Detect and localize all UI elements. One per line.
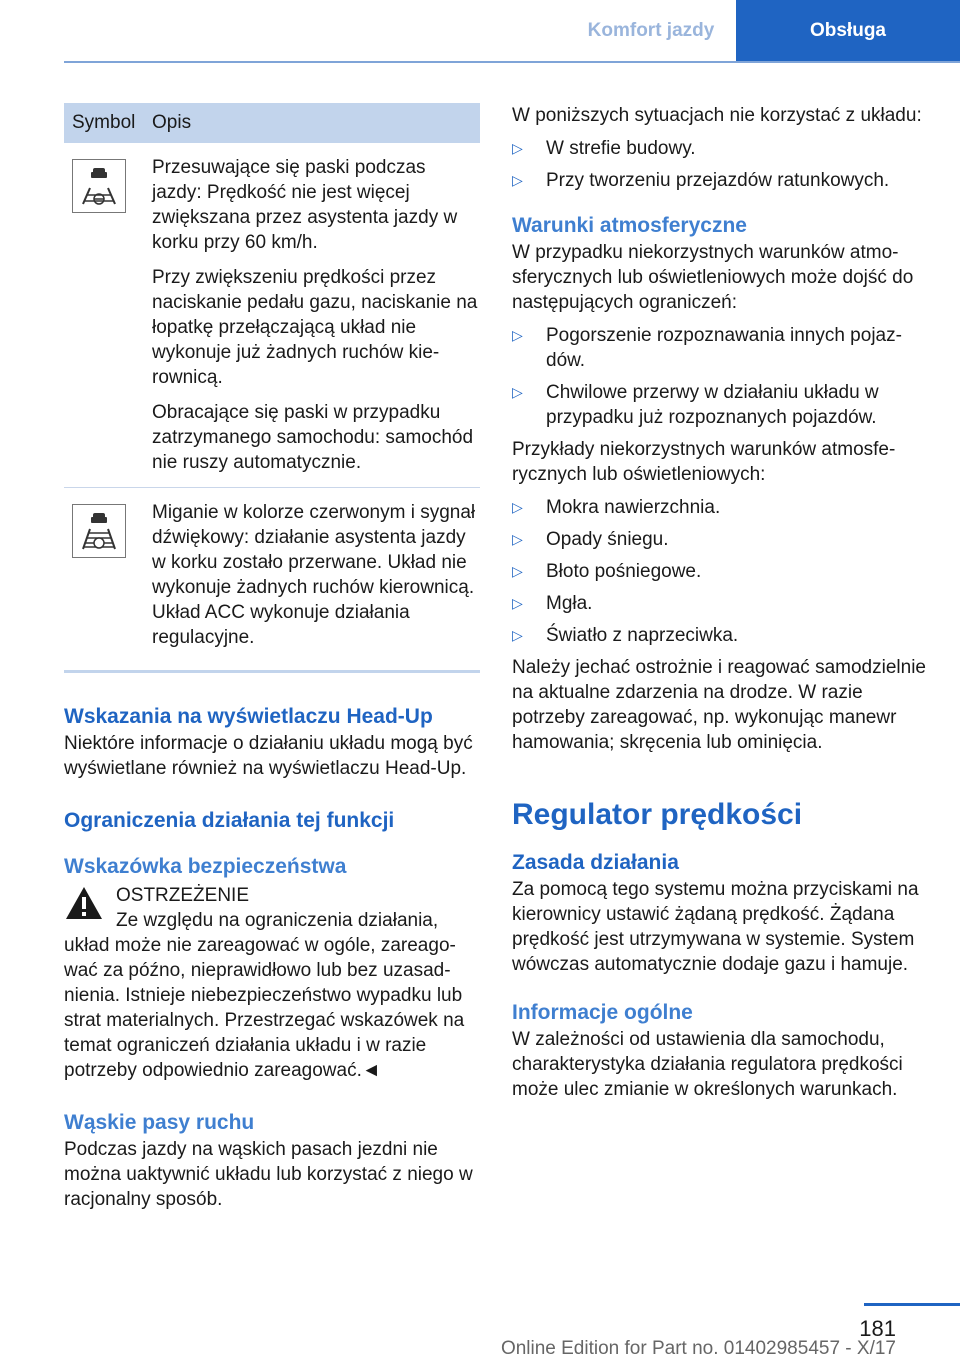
triangle-bullet-icon: ▷ <box>512 531 523 547</box>
paragraph-principle: Za pomocą tego systemu można przyciskami na kierownicy ustawić żądaną prędkość. Żądana prędkość jest utrzymywana w systemie. System wówczas automatycznie dodaje gazu i hamuje. <box>512 879 919 975</box>
heading-narrow-lanes: Wąskie pasy ruchu <box>64 1111 255 1134</box>
table-row <box>64 143 480 488</box>
header-tab-komfort: Komfort jazdy <box>566 0 736 62</box>
triangle-bullet-icon: ▷ <box>512 384 523 400</box>
list-situations <box>512 136 926 193</box>
heading-weather: Warunki atmosferyczne <box>512 214 747 237</box>
heading-principle: Zasada działania <box>512 851 679 874</box>
traffic-jam-assist-interrupted-icon <box>72 504 126 558</box>
list-item: ▷ Światło z naprzeciwka. <box>512 625 739 646</box>
table-header-symbol: Symbol <box>64 103 144 143</box>
paragraph-headup: Niektóre informacje o działaniu układu mogą być wyświetlane również na wyświetlaczu Head-Up. <box>64 733 473 779</box>
triangle-bullet-icon: ▷ <box>512 499 523 515</box>
table-cell-description <box>144 143 480 488</box>
list-item: ▷ Pogorszenie rozpoznawania innych pojazdów. <box>512 325 902 371</box>
table-row <box>64 488 480 669</box>
paragraph-caution: Należy jechać ostrożnie i reagować samodzielnie na aktualne zdarzenia na drodze. W razie potrzeby zareagować, np. wykonując manewr hamowania; skręcenia lub ominięcia. <box>512 657 926 753</box>
footer-rule <box>864 1303 960 1306</box>
warning-triangle-icon <box>64 885 104 926</box>
description-paragraph: Obracające się paski w przypadku zatrzymanego samochodu: samochód nie ruszy automatycznie. <box>152 402 474 473</box>
list-item: ▷ Błoto pośniegowe. <box>512 561 702 582</box>
triangle-bullet-icon: ▷ <box>512 172 523 188</box>
paragraph-general-info: W zależności od ustawienia dla samochodu, charakterystyka działania regulatora prędkości może ulec zmianie w określonych warunkach. <box>512 1029 903 1100</box>
table-header-opis: Opis <box>144 103 480 143</box>
traffic-jam-assist-icon <box>72 159 126 213</box>
list-item: ▷ Przy tworzeniu przejazdów ratunkowych. <box>512 170 890 191</box>
page-header <box>566 0 960 62</box>
triangle-bullet-icon: ▷ <box>512 563 523 579</box>
warning-text: Ze względu na ograniczenia działania, układ może nie zareagować w ogóle, zareagować za późno, nieprawidłowo lub bez uzasadnienia. Istnieje niebezpieczeństwo wypadku lub strat materialnych. Przestrzegać wskazówek na temat ograniczeń działania układu i w razie potrzeby odpowiednio zareagować.◄ <box>64 910 465 1081</box>
triangle-bullet-icon: ▷ <box>512 595 523 611</box>
paragraph-intro: W poniższych sytuacjach nie korzystać z układu: <box>512 105 922 126</box>
table-cell-symbol <box>64 488 144 669</box>
list-item: ▷ Mgła. <box>512 593 593 614</box>
table-cell-symbol <box>64 143 144 488</box>
list-item: ▷ Chwilowe przerwy w działaniu układu w przypadku już rozpoznanych pojazdów. <box>512 382 879 428</box>
triangle-bullet-icon: ▷ <box>512 627 523 643</box>
symbol-table <box>64 103 480 668</box>
description-paragraph: Przy zwiększeniu prędkości przez naciskanie pedału gazu, naciskanie na łopatkę przełączającą układ nie wykonuje już żadnych ruchów kierownicą. <box>152 267 478 388</box>
heading-safety: Wskazówka bezpieczeństwa <box>64 855 347 878</box>
header-divider <box>64 61 960 63</box>
warning-block <box>64 883 480 908</box>
table-cell-description <box>144 488 480 669</box>
heading-general-info: Informacje ogólne <box>512 1001 693 1024</box>
list-item: ▷ Opady śniegu. <box>512 529 669 550</box>
page-number: 181 <box>859 1316 896 1341</box>
heading-cruise-control: Regulator prędkości <box>512 798 803 831</box>
right-column <box>512 103 926 1102</box>
description-paragraph: Miganie w kolorze czerwonym i sygnał dźwiękowy: działanie asystenta jazdy w korku zostało przerwane. Układ nie wykonuje żadnych ruchów kierownicą. Układ ACC wykonuje działania regulacyjne. <box>152 502 476 648</box>
heading-limitations: Ograniczenia działania tej funkcji <box>64 809 395 832</box>
list-limitations <box>512 323 926 430</box>
paragraph-narrow-lanes: Podczas jazdy na wąskich pasach jezdni nie można uaktywnić układu lub korzystać z niego w racjonalny sposób. <box>64 1139 473 1210</box>
header-tab-obsluga: Obsługa <box>736 0 960 62</box>
left-column <box>64 103 480 1212</box>
paragraph-examples: Przykłady niekorzystnych warunków atmosferycznych lub oświetleniowych: <box>512 439 896 485</box>
heading-headup: Wskazania na wyświetlaczu Head-Up <box>64 705 433 728</box>
edition-note: Online Edition for Part no. 01402985457 - X/17 <box>500 1338 896 1359</box>
list-item: ▷ Mokra nawierzchnia. <box>512 497 721 518</box>
paragraph-weather: W przypadku niekorzystnych warunków atmosferycznych lub oświetleniowych może dojść do następujących ograniczeń: <box>512 242 914 313</box>
warning-title: OSTRZEŻENIE <box>116 885 250 906</box>
table-header-row <box>64 103 480 143</box>
list-item: ▷ W strefie budowy. <box>512 138 696 159</box>
triangle-bullet-icon: ▷ <box>512 140 523 156</box>
list-conditions <box>512 495 926 648</box>
description-paragraph: Przesuwające się paski podczas jazdy: Prędkość nie jest więcej zwiększana przez asystenta jazdy w korku przy 60 km/h. <box>152 157 458 253</box>
triangle-bullet-icon: ▷ <box>512 327 523 343</box>
